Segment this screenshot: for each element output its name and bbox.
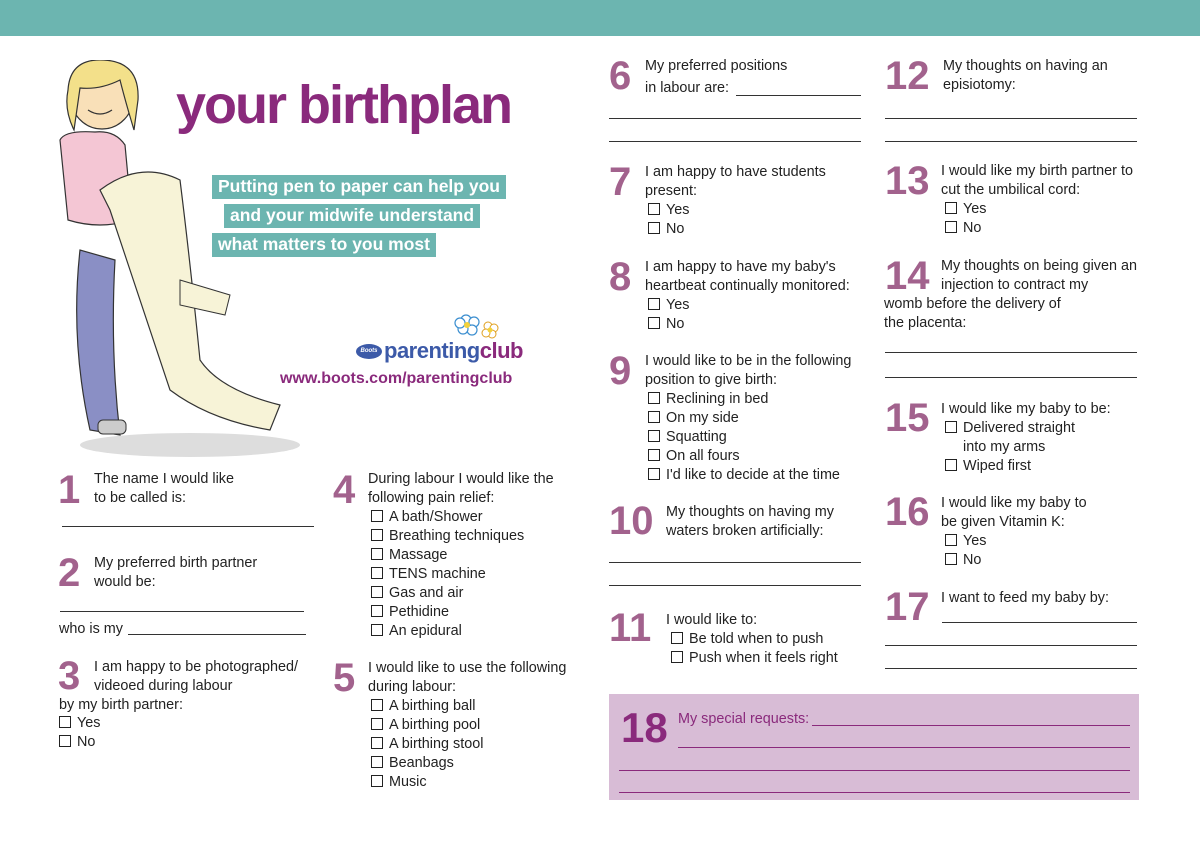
question-8-text: I am happy to have my baby's heartbeat continually monitored: xyxy=(645,259,850,294)
answer-line[interactable] xyxy=(885,352,1137,353)
checkbox[interactable] xyxy=(648,222,660,234)
checkbox-option[interactable]: No xyxy=(945,219,986,238)
question-17-text: I want to feed my baby by: xyxy=(941,590,1109,606)
answer-line[interactable] xyxy=(678,747,1130,748)
checkbox-option[interactable]: No xyxy=(648,220,689,239)
question-number: 7 xyxy=(609,160,632,204)
checkbox-option[interactable]: A birthing pool xyxy=(371,716,483,735)
question-9-options xyxy=(648,390,840,485)
answer-line[interactable] xyxy=(885,377,1137,378)
checkbox-option[interactable]: Breathing techniques xyxy=(371,527,524,546)
question-12-text: My thoughts on having an episiotomy: xyxy=(943,58,1108,93)
question-5-text: I would like to use the following during labour: xyxy=(368,660,567,695)
question-3-text: I am happy to be photographed/ videoed during labour xyxy=(94,659,299,694)
question-16-options xyxy=(945,532,986,570)
question-number: 11 xyxy=(609,606,652,650)
checkbox-option[interactable]: Push when it feels right xyxy=(671,649,838,668)
checkbox[interactable] xyxy=(371,737,383,749)
question-15-options xyxy=(945,419,1085,476)
checkbox-option[interactable]: Yes xyxy=(648,296,689,315)
question-number: 9 xyxy=(609,349,632,393)
checkbox[interactable] xyxy=(648,317,660,329)
tagline-line: and your midwife understand xyxy=(224,204,480,228)
checkbox[interactable] xyxy=(59,735,71,747)
question-7-options xyxy=(648,201,689,239)
checkbox-option[interactable]: An epidural xyxy=(371,622,524,641)
checkbox[interactable] xyxy=(648,449,660,461)
checkbox[interactable] xyxy=(371,605,383,617)
tagline xyxy=(212,175,552,262)
answer-line[interactable] xyxy=(62,526,314,527)
tagline-line: what matters to you most xyxy=(212,233,436,257)
checkbox[interactable] xyxy=(945,459,957,471)
checkbox-option[interactable]: Reclining in bed xyxy=(648,390,840,409)
question-number: 4 xyxy=(333,468,356,512)
question-number: 5 xyxy=(333,656,356,700)
question-1-text: The name I would like to be called is: xyxy=(94,471,234,506)
question-10-text: My thoughts on having my waters broken artificially: xyxy=(666,504,834,539)
question-13-text: I would like my birth partner to cut the umbilical cord: xyxy=(941,163,1133,198)
question-11-options xyxy=(671,630,838,668)
question-3-text-2: by my birth partner: xyxy=(59,697,183,713)
checkbox[interactable] xyxy=(648,203,660,215)
question-9-text: I would like to be in the following position to give birth: xyxy=(645,353,852,388)
checkbox[interactable] xyxy=(648,392,660,404)
question-number: 16 xyxy=(885,490,930,534)
question-13-options xyxy=(945,200,986,238)
question-5-options xyxy=(371,697,483,792)
checkbox[interactable] xyxy=(371,718,383,730)
checkbox[interactable] xyxy=(371,529,383,541)
question-3-options xyxy=(59,714,100,752)
checkbox-option[interactable]: Gas and air xyxy=(371,584,524,603)
checkbox-option[interactable]: A birthing stool xyxy=(371,735,483,754)
question-number: 1 xyxy=(58,468,81,512)
checkbox-option[interactable]: Music xyxy=(371,773,483,792)
checkbox-option[interactable]: On all fours xyxy=(648,447,840,466)
tagline-line: Putting pen to paper can help you xyxy=(212,175,506,199)
checkbox[interactable] xyxy=(371,548,383,560)
question-8-options xyxy=(648,296,689,334)
checkbox-option[interactable]: Pethidine xyxy=(371,603,524,622)
checkbox-option[interactable]: Delivered straight into my arms xyxy=(945,419,1085,457)
checkbox[interactable] xyxy=(371,775,383,787)
question-number: 14 xyxy=(885,254,930,298)
checkbox-option[interactable]: Massage xyxy=(371,546,524,565)
checkbox[interactable] xyxy=(945,221,957,233)
checkbox-option[interactable]: Be told when to push xyxy=(671,630,838,649)
question-4-text: During labour I would like the following pain relief: xyxy=(368,471,554,506)
answer-line[interactable] xyxy=(942,622,1137,623)
question-6-text: My preferred positions xyxy=(645,58,788,74)
answer-line[interactable] xyxy=(619,770,1130,771)
checkbox[interactable] xyxy=(945,534,957,546)
checkbox-option[interactable]: Yes xyxy=(648,201,689,220)
checkbox[interactable] xyxy=(371,624,383,636)
answer-line[interactable] xyxy=(609,585,861,586)
answer-line[interactable] xyxy=(885,668,1137,669)
brand-name xyxy=(384,338,523,364)
checkbox[interactable] xyxy=(671,632,683,644)
question-number: 18 xyxy=(621,704,668,751)
answer-line[interactable] xyxy=(609,141,861,142)
question-14-text: My thoughts on being given an injection to contract my xyxy=(941,258,1138,293)
question-6-text-2: in labour are: xyxy=(645,80,729,96)
checkbox-option[interactable]: On my side xyxy=(648,409,840,428)
question-number: 15 xyxy=(885,396,930,440)
question-14-text-2: womb before the delivery of the placenta: xyxy=(884,296,1061,331)
checkbox[interactable] xyxy=(371,567,383,579)
checkbox[interactable] xyxy=(945,553,957,565)
checkbox-option[interactable]: Yes xyxy=(59,714,100,733)
checkbox[interactable] xyxy=(648,298,660,310)
checkbox-option[interactable]: Beanbags xyxy=(371,754,483,773)
checkbox-option[interactable]: No xyxy=(945,551,986,570)
top-banner xyxy=(0,0,1200,36)
checkbox[interactable] xyxy=(648,430,660,442)
checkbox[interactable] xyxy=(59,716,71,728)
answer-line[interactable] xyxy=(609,118,861,119)
answer-line[interactable] xyxy=(812,725,1130,726)
checkbox-option[interactable]: Yes xyxy=(945,200,986,219)
boots-mark: Boots xyxy=(356,344,382,359)
question-number: 10 xyxy=(609,499,654,543)
checkbox-option[interactable]: Wiped first xyxy=(945,457,1085,476)
checkbox-option[interactable]: Yes xyxy=(945,532,986,551)
question-2-extra: who is my xyxy=(59,621,123,637)
checkbox-option[interactable]: A birthing ball xyxy=(371,697,483,716)
question-4-options xyxy=(371,508,524,641)
answer-line[interactable] xyxy=(885,645,1137,646)
question-number: 17 xyxy=(885,585,930,629)
checkbox[interactable] xyxy=(648,468,660,480)
website-link[interactable]: www.boots.com/parentingclub xyxy=(280,370,513,387)
answer-line[interactable] xyxy=(736,95,861,96)
question-11-text: I would like to: xyxy=(666,612,758,628)
special-requests-panel xyxy=(609,694,1139,800)
checkbox[interactable] xyxy=(371,510,383,522)
question-16-text: I would like my baby to be given Vitamin K: xyxy=(941,495,1087,530)
question-number: 6 xyxy=(609,54,632,98)
checkbox-option[interactable]: No xyxy=(59,733,100,752)
checkbox[interactable] xyxy=(671,651,683,663)
page-title: your birthplan xyxy=(176,75,511,135)
answer-line[interactable] xyxy=(128,634,306,635)
question-number: 13 xyxy=(885,159,930,203)
question-number: 2 xyxy=(58,551,81,595)
question-number: 8 xyxy=(609,255,632,299)
question-15-text: I would like my baby to be: xyxy=(941,401,1111,417)
answer-line[interactable] xyxy=(609,562,861,563)
checkbox-option[interactable]: TENS machine xyxy=(371,565,524,584)
answer-line[interactable] xyxy=(885,118,1137,119)
answer-line[interactable] xyxy=(885,141,1137,142)
checkbox-option[interactable]: A bath/Shower xyxy=(371,508,524,527)
checkbox[interactable] xyxy=(371,586,383,598)
question-18-text: My special requests: xyxy=(678,711,810,727)
brand-club: club xyxy=(479,338,523,363)
checkbox-option[interactable]: No xyxy=(648,315,689,334)
question-2-text: My preferred birth partner would be: xyxy=(94,555,258,590)
checkbox[interactable] xyxy=(945,202,957,214)
question-number: 3 xyxy=(58,654,81,698)
answer-line[interactable] xyxy=(60,611,304,612)
checkbox-option[interactable]: Squatting xyxy=(648,428,840,447)
checkbox[interactable] xyxy=(371,756,383,768)
checkbox[interactable] xyxy=(945,421,957,433)
question-7-text: I am happy to have students present: xyxy=(645,164,826,199)
question-number: 12 xyxy=(885,54,930,98)
checkbox-option[interactable]: I'd like to decide at the time xyxy=(648,466,840,485)
brand-parenting: parenting xyxy=(384,338,480,363)
checkbox[interactable] xyxy=(371,699,383,711)
checkbox[interactable] xyxy=(648,411,660,423)
answer-line[interactable] xyxy=(619,792,1130,793)
parentingclub-logo xyxy=(356,312,556,368)
